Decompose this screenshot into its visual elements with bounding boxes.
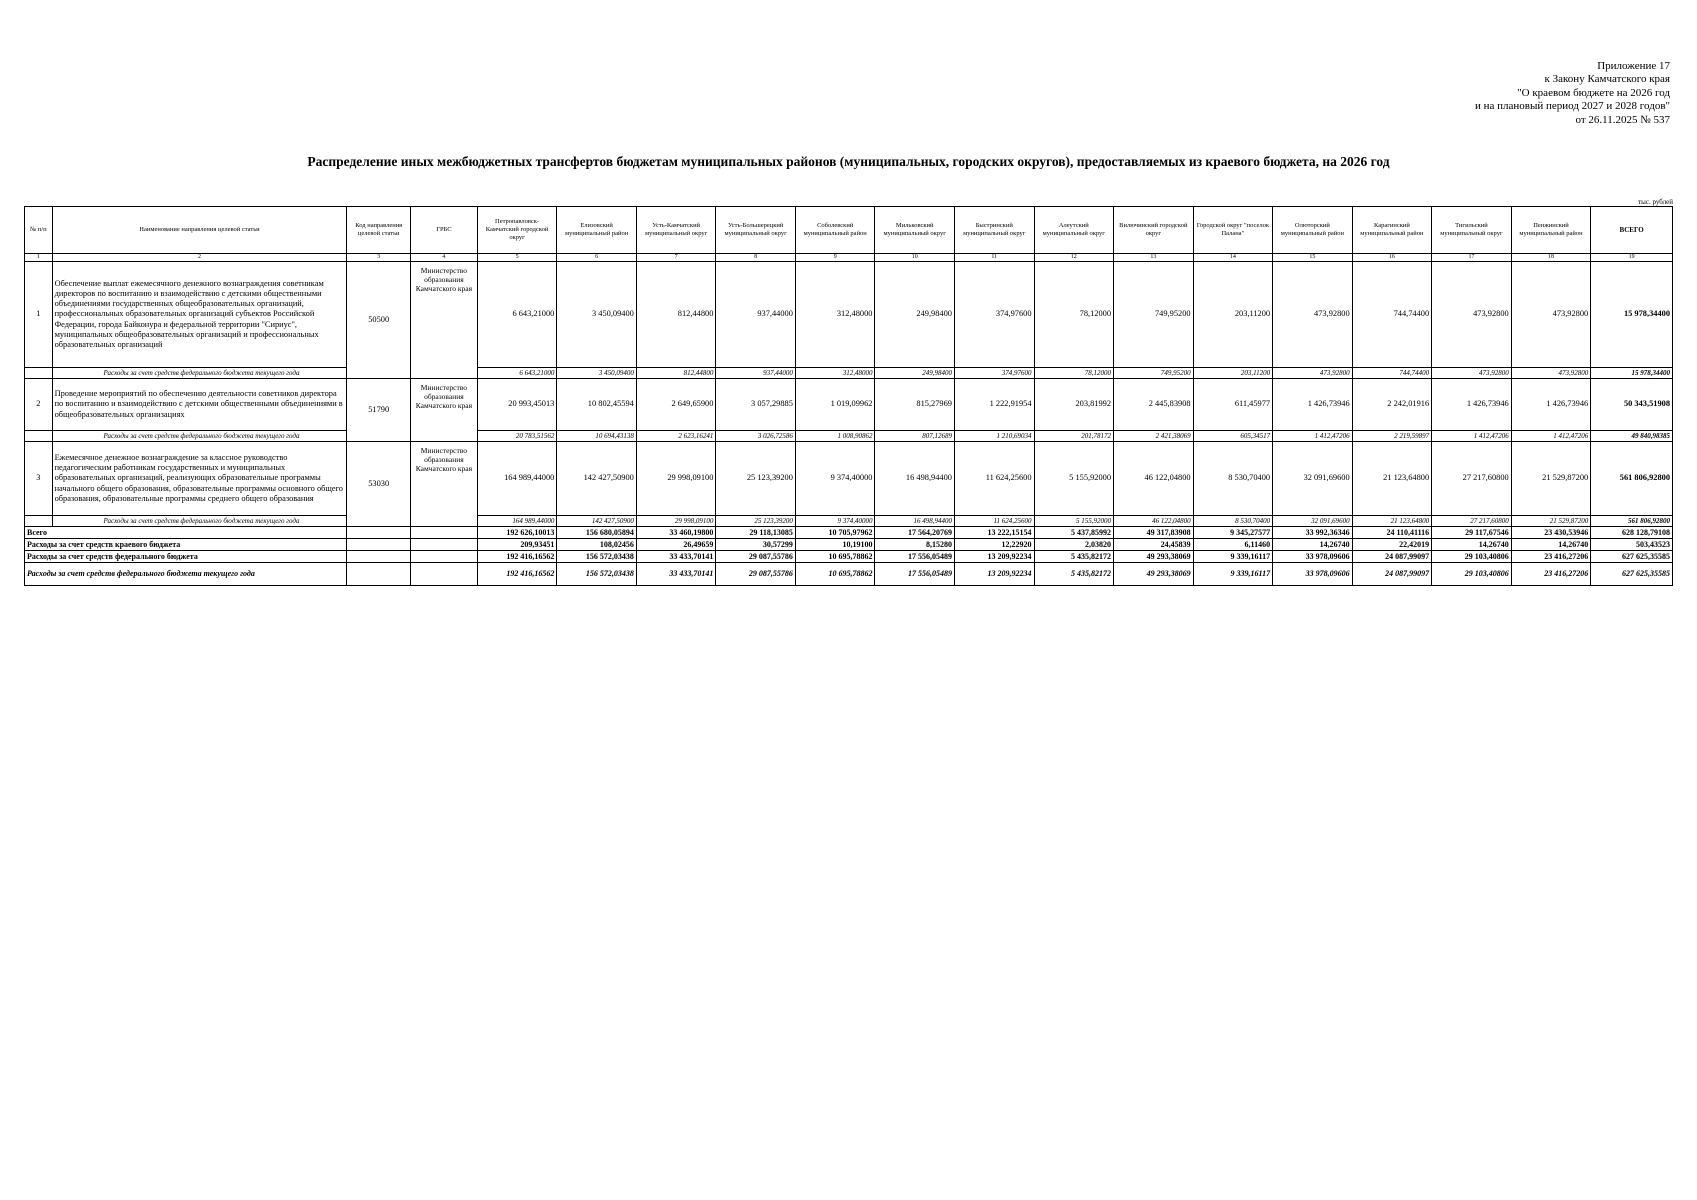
federal-total: 49 840,98385 xyxy=(1591,431,1673,442)
totals-value-cell: 33 978,09606 xyxy=(1273,563,1353,586)
federal-value-cell: 9 374,40000 xyxy=(795,516,875,527)
federal-value-cell: 249,98400 xyxy=(875,368,955,379)
totals-grbs xyxy=(411,527,478,539)
value-cell: 3 057,29885 xyxy=(716,379,796,431)
federal-value-cell: 16 498,94400 xyxy=(875,516,955,527)
totals-row xyxy=(25,563,1673,586)
federal-value-cell: 6 643,21000 xyxy=(477,368,557,379)
value-cell: 1 426,73946 xyxy=(1432,379,1512,431)
totals-value-cell: 156 572,03438 xyxy=(557,563,637,586)
totals-label: Всего xyxy=(25,527,347,539)
federal-value-cell: 2 219,59897 xyxy=(1352,431,1432,442)
totals-value-cell: 29 087,55786 xyxy=(716,551,796,563)
value-cell: 21 123,64800 xyxy=(1352,442,1432,516)
value-cell: 473,92800 xyxy=(1432,262,1512,368)
column-header: Петропавловск-Камчатский городской округ xyxy=(477,207,557,254)
totals-value-cell: 156 572,03438 xyxy=(557,551,637,563)
column-number: 1 xyxy=(25,254,53,262)
totals-value-cell: 29 117,67546 xyxy=(1432,527,1512,539)
totals-value-cell: 33 433,70141 xyxy=(636,563,716,586)
totals-value-cell: 192 416,16562 xyxy=(477,551,557,563)
column-number: 4 xyxy=(411,254,478,262)
totals-value-cell: 33 992,36346 xyxy=(1273,527,1353,539)
totals-value-cell: 14,26740 xyxy=(1511,539,1591,551)
federal-total: 561 806,92800 xyxy=(1591,516,1673,527)
federal-value-cell: 32 091,69600 xyxy=(1273,516,1353,527)
federal-value-cell: 807,12689 xyxy=(875,431,955,442)
totals-value-cell: 24 087,99097 xyxy=(1352,551,1432,563)
federal-value-cell: 29 998,09100 xyxy=(636,516,716,527)
totals-value-cell: 13 209,92234 xyxy=(954,563,1034,586)
value-cell: 11 624,25600 xyxy=(954,442,1034,516)
column-number: 3 xyxy=(347,254,411,262)
federal-value-cell: 142 427,50900 xyxy=(557,516,637,527)
column-header: Усть-Большерецкий муниципальный округ xyxy=(716,207,796,254)
federal-value-cell: 744,74400 xyxy=(1352,368,1432,379)
column-header: Елизовский муниципальный район xyxy=(557,207,637,254)
annex-line: и на плановый период 2027 и 2028 годов" xyxy=(1474,100,1670,113)
federal-value-cell: 473,92800 xyxy=(1273,368,1353,379)
column-number: 10 xyxy=(875,254,955,262)
subrow-label: Расходы за счет средств федерального бюджета текущего года xyxy=(52,431,347,442)
annex-line: от 26.11.2025 № 537 xyxy=(1575,113,1670,126)
value-cell: 3 450,09400 xyxy=(557,262,637,368)
table-row xyxy=(25,262,1673,368)
totals-code xyxy=(347,527,411,539)
federal-value-cell: 201,78172 xyxy=(1034,431,1114,442)
value-cell: 20 993,45013 xyxy=(477,379,557,431)
totals-value-cell: 13 222,15154 xyxy=(954,527,1034,539)
value-cell: 249,98400 xyxy=(875,262,955,368)
federal-value-cell: 20 783,51562 xyxy=(477,431,557,442)
federal-value-cell: 21 123,64800 xyxy=(1352,516,1432,527)
totals-value-cell: 22,42019 xyxy=(1352,539,1432,551)
units-label: тыс. рублей xyxy=(1638,198,1673,206)
column-header: Вилючинский городской округ xyxy=(1114,207,1194,254)
value-cell: 16 498,94400 xyxy=(875,442,955,516)
federal-total: 15 978,34400 xyxy=(1591,368,1673,379)
totals-value-cell: 5 437,85992 xyxy=(1034,527,1114,539)
totals-row xyxy=(25,527,1673,539)
table-body xyxy=(25,207,1673,586)
subrow-number xyxy=(25,431,53,442)
value-cell: 2 445,83908 xyxy=(1114,379,1194,431)
table-row xyxy=(25,379,1673,431)
federal-value-cell: 1 210,69034 xyxy=(954,431,1034,442)
totals-value-cell: 10 695,78862 xyxy=(795,551,875,563)
totals-code xyxy=(347,563,411,586)
column-header: ГРБС xyxy=(411,207,478,254)
column-header: ВСЕГО xyxy=(1591,207,1673,254)
value-cell: 812,44800 xyxy=(636,262,716,368)
value-cell: 815,27969 xyxy=(875,379,955,431)
totals-value-cell: 24 087,99097 xyxy=(1352,563,1432,586)
totals-value-cell: 13 209,92234 xyxy=(954,551,1034,563)
federal-value-cell: 312,48000 xyxy=(795,368,875,379)
row-total: 15 978,34400 xyxy=(1591,262,1673,368)
transfers-table xyxy=(24,206,1673,586)
totals-code xyxy=(347,539,411,551)
value-cell: 1 426,73946 xyxy=(1273,379,1353,431)
totals-value-cell: 49 293,38069 xyxy=(1114,563,1194,586)
column-number-row xyxy=(25,254,1673,262)
totals-row xyxy=(25,551,1673,563)
value-cell: 8 530,70400 xyxy=(1193,442,1273,516)
federal-value-cell: 8 530,70400 xyxy=(1193,516,1273,527)
column-header: Пенжинский муниципальный район xyxy=(1511,207,1591,254)
column-header: Карагинский муниципальный район xyxy=(1352,207,1432,254)
column-number: 15 xyxy=(1273,254,1353,262)
totals-value-cell: 29 087,55786 xyxy=(716,563,796,586)
column-header: Код направления целевой статьи xyxy=(347,207,411,254)
totals-value-cell: 17 556,05489 xyxy=(875,563,955,586)
table-row xyxy=(25,442,1673,516)
totals-value-cell: 14,26740 xyxy=(1273,539,1353,551)
row-name: Обеспечение выплат ежемесячного денежного вознаграждения советникам директоров по воспитанию и взаимодействию с детскими общественными объединениями государственных общеобразовательных организаций, профессиональных образовательных организаций субъектов Российской Федерации, города Байконура и федеральной территории "Сириус", муниципальных общеобразовательных организаций и профессиональных образовательных организаций xyxy=(52,262,347,368)
row-number: 2 xyxy=(25,379,53,431)
federal-value-cell: 27 217,60800 xyxy=(1432,516,1512,527)
federal-value-cell: 46 122,04800 xyxy=(1114,516,1194,527)
totals-grbs xyxy=(411,551,478,563)
totals-value-cell: 6,11460 xyxy=(1193,539,1273,551)
totals-value-cell: 192 626,10013 xyxy=(477,527,557,539)
subrow-label: Расходы за счет средств федерального бюджета текущего года xyxy=(52,516,347,527)
federal-value-cell: 605,34517 xyxy=(1193,431,1273,442)
annex-line: Приложение 17 xyxy=(1597,60,1670,72)
federal-value-cell: 5 155,92000 xyxy=(1034,516,1114,527)
row-number: 3 xyxy=(25,442,53,516)
federal-value-cell: 78,12000 xyxy=(1034,368,1114,379)
value-cell: 203,81992 xyxy=(1034,379,1114,431)
totals-grand: 628 128,79108 xyxy=(1591,527,1673,539)
federal-value-cell: 11 624,25600 xyxy=(954,516,1034,527)
totals-grbs xyxy=(411,539,478,551)
column-header: Городской округ "поселок Палана" xyxy=(1193,207,1273,254)
row-grbs: Министерство образования Камчатского края xyxy=(411,262,478,379)
value-cell: 164 989,44000 xyxy=(477,442,557,516)
federal-value-cell: 25 123,39200 xyxy=(716,516,796,527)
federal-value-cell: 21 529,87200 xyxy=(1511,516,1591,527)
row-code: 51790 xyxy=(347,379,411,442)
totals-value-cell: 2,03820 xyxy=(1034,539,1114,551)
column-header: Усть-Камчатский муниципальный округ xyxy=(636,207,716,254)
value-cell: 937,44000 xyxy=(716,262,796,368)
federal-value-cell: 812,44800 xyxy=(636,368,716,379)
value-cell: 142 427,50900 xyxy=(557,442,637,516)
totals-value-cell: 10 705,97962 xyxy=(795,527,875,539)
totals-value-cell: 192 416,16562 xyxy=(477,563,557,586)
column-number: 9 xyxy=(795,254,875,262)
column-header: Соболевский муниципальный район xyxy=(795,207,875,254)
document-title: Распределение иных межбюджетных трансфертов бюджетам муниципальных районов (муниципальных, городских округов), предоставляемых из краевого бюджета, на 2026 год xyxy=(307,154,1390,169)
annex-line: к Закону Камчатского края xyxy=(1544,73,1670,86)
column-header: Наименование направления целевой статьи xyxy=(52,207,347,254)
federal-value-cell: 1 412,47206 xyxy=(1511,431,1591,442)
value-cell: 1 222,91954 xyxy=(954,379,1034,431)
totals-value-cell: 33 978,09606 xyxy=(1273,551,1353,563)
totals-value-cell: 30,57299 xyxy=(716,539,796,551)
federal-subrow xyxy=(25,368,1673,379)
totals-value-cell: 10,19100 xyxy=(795,539,875,551)
totals-value-cell: 5 435,82172 xyxy=(1034,551,1114,563)
totals-value-cell: 8,15280 xyxy=(875,539,955,551)
totals-value-cell: 23 430,53946 xyxy=(1511,527,1591,539)
annex-line: "О краевом бюджете на 2026 год xyxy=(1517,86,1670,99)
column-number: 17 xyxy=(1432,254,1512,262)
federal-value-cell: 3 026,72586 xyxy=(716,431,796,442)
totals-value-cell: 10 695,78862 xyxy=(795,563,875,586)
value-cell: 5 155,92000 xyxy=(1034,442,1114,516)
value-cell: 749,95200 xyxy=(1114,262,1194,368)
federal-value-cell: 2 421,38069 xyxy=(1114,431,1194,442)
federal-value-cell: 203,11200 xyxy=(1193,368,1273,379)
column-number: 8 xyxy=(716,254,796,262)
value-cell: 29 998,09100 xyxy=(636,442,716,516)
totals-value-cell: 14,26740 xyxy=(1432,539,1512,551)
column-number: 16 xyxy=(1352,254,1432,262)
federal-subrow xyxy=(25,516,1673,527)
totals-grbs xyxy=(411,563,478,586)
totals-value-cell: 49 293,38069 xyxy=(1114,551,1194,563)
value-cell: 2 649,65900 xyxy=(636,379,716,431)
column-number: 11 xyxy=(954,254,1034,262)
federal-value-cell: 1 008,90862 xyxy=(795,431,875,442)
totals-label: Расходы за счет средств федерального бюджета текущего года xyxy=(25,563,347,586)
value-cell: 27 217,60800 xyxy=(1432,442,1512,516)
row-number: 1 xyxy=(25,262,53,368)
column-number: 12 xyxy=(1034,254,1114,262)
column-number: 6 xyxy=(557,254,637,262)
value-cell: 2 242,01916 xyxy=(1352,379,1432,431)
federal-value-cell: 473,92800 xyxy=(1511,368,1591,379)
totals-grand: 503,43523 xyxy=(1591,539,1673,551)
row-total: 561 806,92800 xyxy=(1591,442,1673,516)
value-cell: 21 529,87200 xyxy=(1511,442,1591,516)
column-header: Олюторский муниципальный район xyxy=(1273,207,1353,254)
column-number: 2 xyxy=(52,254,347,262)
totals-value-cell: 23 416,27206 xyxy=(1511,563,1591,586)
subrow-number xyxy=(25,516,53,527)
row-grbs: Министерство образования Камчатского края xyxy=(411,379,478,442)
totals-value-cell: 33 433,70141 xyxy=(636,551,716,563)
federal-value-cell: 473,92800 xyxy=(1432,368,1512,379)
row-name: Ежемесячное денежное вознаграждение за классное руководство педагогическим работникам государственных и муниципальных образовательных организаций, реализующих образовательные программы начального общего образования, образовательные программы основного общего образования, образовательные программы среднего общего образования xyxy=(52,442,347,516)
value-cell: 312,48000 xyxy=(795,262,875,368)
column-number: 19 xyxy=(1591,254,1673,262)
annex-header xyxy=(1250,60,1670,127)
row-name: Проведение мероприятий по обеспечению деятельности советников директора по воспитанию и взаимодействию с детскими общественными объединениями в общеобразовательных организациях xyxy=(52,379,347,431)
federal-value-cell: 3 450,09400 xyxy=(557,368,637,379)
totals-value-cell: 209,93451 xyxy=(477,539,557,551)
federal-value-cell: 749,95200 xyxy=(1114,368,1194,379)
totals-value-cell: 29 118,13085 xyxy=(716,527,796,539)
totals-value-cell: 9 339,16117 xyxy=(1193,551,1273,563)
value-cell: 203,11200 xyxy=(1193,262,1273,368)
header-row xyxy=(25,207,1673,254)
totals-value-cell: 33 460,19800 xyxy=(636,527,716,539)
federal-value-cell: 1 412,47206 xyxy=(1432,431,1512,442)
value-cell: 46 122,04800 xyxy=(1114,442,1194,516)
totals-value-cell: 24,45839 xyxy=(1114,539,1194,551)
row-code: 53030 xyxy=(347,442,411,527)
totals-value-cell: 156 680,05894 xyxy=(557,527,637,539)
column-number: 18 xyxy=(1511,254,1591,262)
totals-value-cell: 17 556,05489 xyxy=(875,551,955,563)
totals-row xyxy=(25,539,1673,551)
federal-value-cell: 937,44000 xyxy=(716,368,796,379)
value-cell: 1 426,73946 xyxy=(1511,379,1591,431)
federal-value-cell: 10 694,43138 xyxy=(557,431,637,442)
federal-value-cell: 164 989,44000 xyxy=(477,516,557,527)
column-number: 5 xyxy=(477,254,557,262)
value-cell: 10 802,45594 xyxy=(557,379,637,431)
value-cell: 611,45977 xyxy=(1193,379,1273,431)
subrow-label: Расходы за счет средств федерального бюджета текущего года xyxy=(52,368,347,379)
totals-value-cell: 9 339,16117 xyxy=(1193,563,1273,586)
totals-value-cell: 12,22920 xyxy=(954,539,1034,551)
totals-code xyxy=(347,551,411,563)
column-number: 14 xyxy=(1193,254,1273,262)
federal-value-cell: 2 623,16241 xyxy=(636,431,716,442)
column-header: Алеутский муниципальный округ xyxy=(1034,207,1114,254)
totals-value-cell: 9 345,27577 xyxy=(1193,527,1273,539)
value-cell: 374,97600 xyxy=(954,262,1034,368)
totals-label: Расходы за счет средств краевого бюджета xyxy=(25,539,347,551)
totals-value-cell: 29 103,40806 xyxy=(1432,563,1512,586)
value-cell: 1 019,09962 xyxy=(795,379,875,431)
subrow-number xyxy=(25,368,53,379)
value-cell: 473,92800 xyxy=(1273,262,1353,368)
totals-grand: 627 625,35585 xyxy=(1591,551,1673,563)
totals-value-cell: 108,02456 xyxy=(557,539,637,551)
totals-grand: 627 625,35585 xyxy=(1591,563,1673,586)
row-grbs: Министерство образования Камчатского края xyxy=(411,442,478,527)
row-code: 50500 xyxy=(347,262,411,379)
value-cell: 32 091,69600 xyxy=(1273,442,1353,516)
column-number: 7 xyxy=(636,254,716,262)
row-total: 50 343,51908 xyxy=(1591,379,1673,431)
totals-value-cell: 26,49659 xyxy=(636,539,716,551)
totals-value-cell: 17 564,20769 xyxy=(875,527,955,539)
value-cell: 473,92800 xyxy=(1511,262,1591,368)
column-header: Быстринский муниципальный округ xyxy=(954,207,1034,254)
value-cell: 25 123,39200 xyxy=(716,442,796,516)
totals-value-cell: 49 317,83908 xyxy=(1114,527,1194,539)
federal-value-cell: 374,97600 xyxy=(954,368,1034,379)
value-cell: 744,74400 xyxy=(1352,262,1432,368)
value-cell: 9 374,40000 xyxy=(795,442,875,516)
column-number: 13 xyxy=(1114,254,1194,262)
totals-value-cell: 5 435,82172 xyxy=(1034,563,1114,586)
totals-value-cell: 23 416,27206 xyxy=(1511,551,1591,563)
totals-label: Расходы за счет средств федерального бюджета xyxy=(25,551,347,563)
totals-value-cell: 29 103,40806 xyxy=(1432,551,1512,563)
column-header: Мильковский муниципальный округ xyxy=(875,207,955,254)
column-header: Тигильский муниципальный округ xyxy=(1432,207,1512,254)
value-cell: 78,12000 xyxy=(1034,262,1114,368)
totals-value-cell: 24 110,41116 xyxy=(1352,527,1432,539)
federal-subrow xyxy=(25,431,1673,442)
value-cell: 6 643,21000 xyxy=(477,262,557,368)
federal-value-cell: 1 412,47206 xyxy=(1273,431,1353,442)
column-header: № п/п xyxy=(25,207,53,254)
